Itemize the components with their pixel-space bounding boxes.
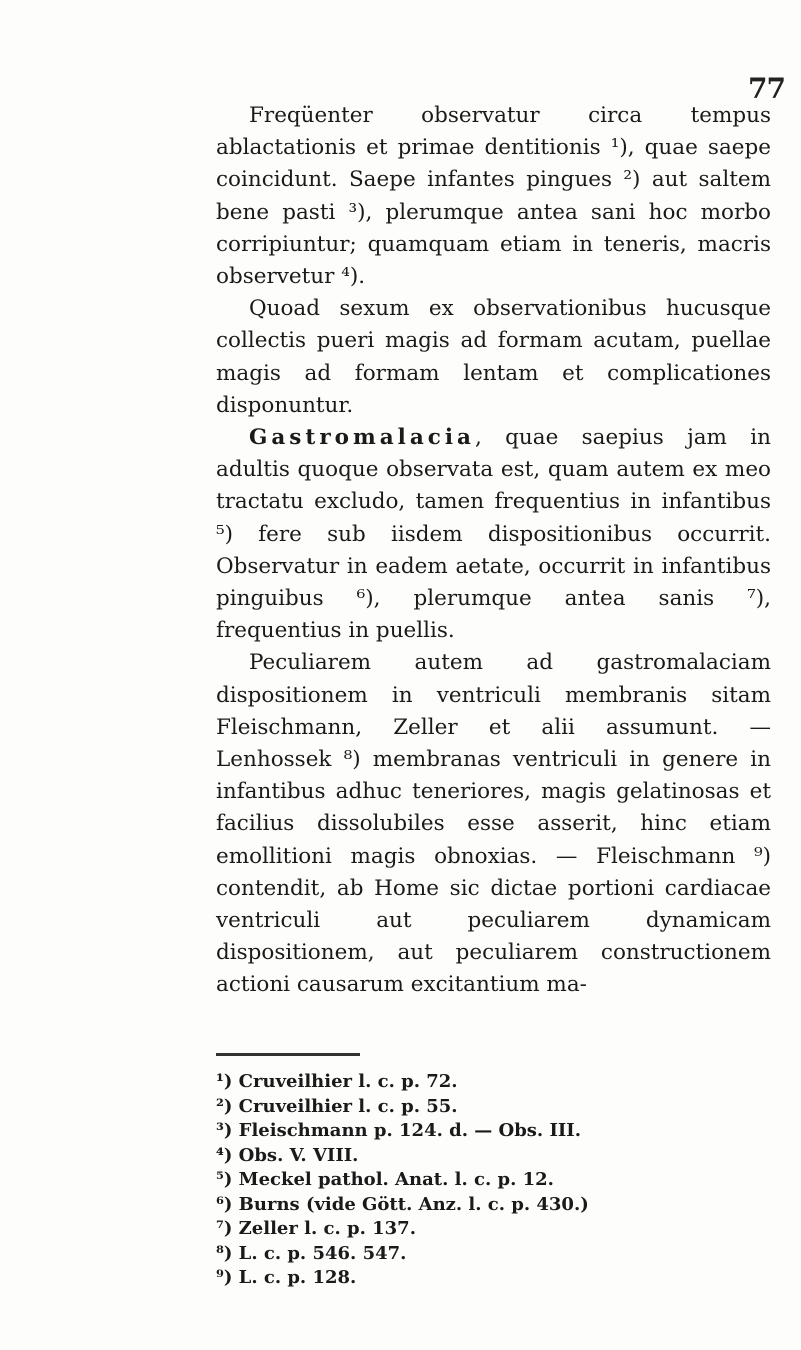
paragraph-sex-distribution: Quoad sexum ex observationibus hucusque collectis pueri magis ad formam acutam, puellae magis ad formam lentam et complicationes disponuntur.: [216, 296, 771, 418]
footnote-3: ³) Fleischmann p. 124. d. — Obs. III.: [216, 1120, 581, 1141]
footnote-4: ⁴) Obs. V. VIII.: [216, 1144, 359, 1166]
footnotes: [216, 1070, 736, 1291]
term-gastromalacia: Gastromalacia: [249, 425, 475, 451]
footnote-6: ⁶) Burns (vide Gött. Anz. l. c. p. 430.): [216, 1193, 589, 1215]
footnote-2: ²) Cruveilhier l. c. p. 55.: [216, 1095, 458, 1117]
footnote-5: ⁵) Meckel pathol. Anat. l. c. p. 12.: [216, 1169, 554, 1190]
main-text: [216, 100, 771, 1002]
paragraph-onset-timing: Freqüenter observatur circa tempus ablactationis et primae dentitionis ¹), quae saepe coincidunt. Saepe infantes pingues ²) aut saltem bene pasti ³), plerumque antea sani hoc morbo corripiuntur; quamquam etiam in teneris, macris observetur ⁴).: [216, 103, 771, 290]
page-number: 77: [748, 72, 785, 105]
footnote-8: ⁸) L. c. p. 546. 547.: [216, 1242, 407, 1264]
footnote-9: ⁹) L. c. p. 128.: [216, 1267, 357, 1288]
paragraph-peculiar-disposition: Peculiarem autem ad gastromalaciam dispositionem in ventriculi membranis sitam Fleischmann, Zeller et alii assumunt. — Lenhossek ⁸) membranas ventriculi in genere in infantibus adhuc teneriores, magis gelatinosas et facilius dissolubiles esse asserit, hinc etiam emollitioni magis obnoxias. — Fleischmann ⁹) contendit, ab Home sic dictae portioni cardiacae ventriculi aut peculiarem dynamicam dispositionem, aut peculiarem constructionem actioni causarum excitantium ma-: [216, 650, 771, 998]
paragraph-gastromalacia: [216, 422, 771, 647]
paragraph-gastromalacia-text: , quae saepius jam in adultis quoque observata est, quam autem ex meo tractatu excludo, tamen frequentius in infantibus ⁵) fere sub iisdem dispositionibus occurrit. Observatur in eadem aetate, occurrit in infantibus pinguibus ⁶), plerumque antea sanis ⁷), frequentius in puellis.: [216, 425, 771, 644]
footnote-7: ⁷) Zeller l. c. p. 137.: [216, 1218, 416, 1239]
footnote-divider: [216, 1053, 360, 1056]
footnote-1: ¹) Cruveilhier l. c. p. 72.: [216, 1071, 458, 1092]
